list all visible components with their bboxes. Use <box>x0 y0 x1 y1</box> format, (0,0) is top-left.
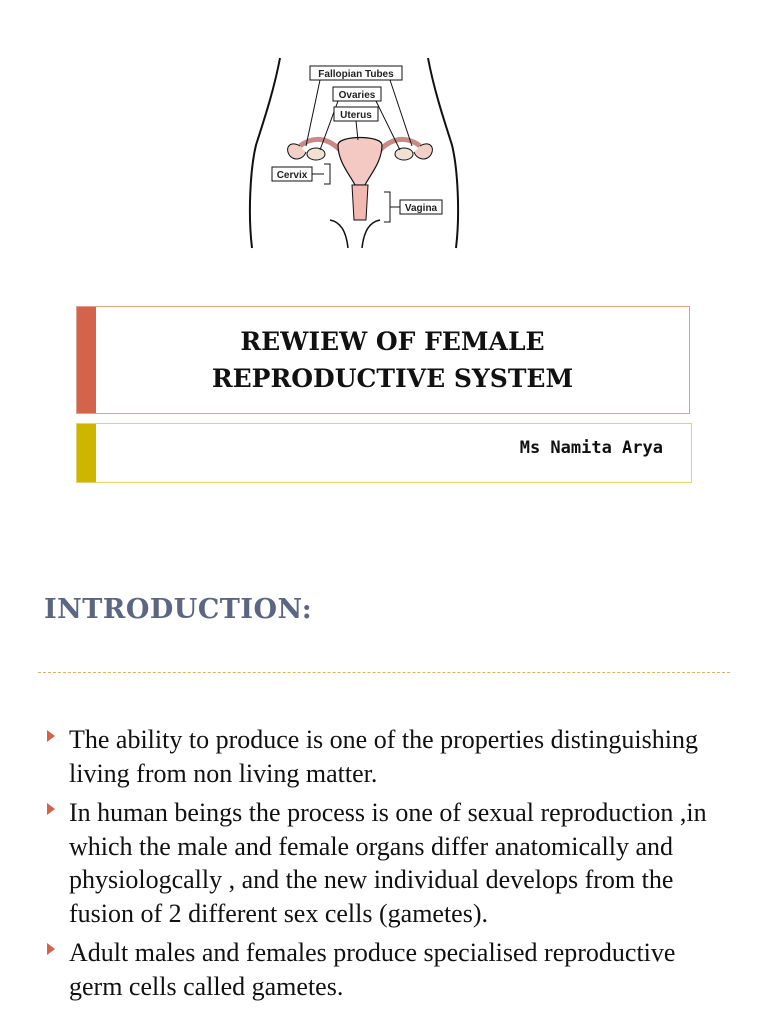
bullet-item <box>44 936 734 1003</box>
title-box <box>76 306 690 414</box>
author-name: Ms Namita Arya <box>519 438 663 458</box>
section-divider <box>38 672 730 673</box>
author-accent-bar <box>77 424 96 482</box>
bullet-text: The ability to produce is one of the properties distinguishing living from non living matter. <box>69 725 698 788</box>
svg-text:Cervix: Cervix <box>276 170 308 181</box>
ovary-right <box>395 148 413 160</box>
svg-text:Uterus: Uterus <box>340 110 372 121</box>
label-uterus <box>334 107 378 121</box>
triangle-bullet-icon <box>47 943 55 955</box>
triangle-bullet-icon <box>47 730 55 742</box>
label-fallopian-tubes <box>310 66 402 80</box>
bullet-list <box>44 723 734 1009</box>
bullet-item <box>44 723 734 790</box>
svg-text:Fallopian Tubes: Fallopian Tubes <box>318 69 394 80</box>
anatomy-illustration <box>240 50 480 255</box>
uterus-shape <box>338 138 382 186</box>
svg-text:Vagina: Vagina <box>404 203 438 214</box>
svg-text:Ovaries: Ovaries <box>338 90 376 101</box>
slide-title: REWIEW OF FEMALE REPRODUCTIVE SYSTEM <box>211 327 574 393</box>
ovary-left <box>307 148 325 160</box>
body-outline-left <box>250 58 280 248</box>
author-box <box>76 423 692 483</box>
body-outline-right <box>428 58 458 248</box>
vagina-shape <box>352 185 368 220</box>
reproductive-system-diagram <box>240 50 480 255</box>
bullet-text: In human beings the process is one of sexual reproduction ,in which the male and female organs differ anatomically and physiologcally , and the new individual develops from the fusion of 2 different sex cells (gametes). <box>69 798 707 928</box>
title-accent-bar <box>77 307 96 413</box>
triangle-bullet-icon <box>47 803 55 815</box>
bullet-text: Adult males and females produce specialised reproductive germ cells called gametes. <box>69 938 676 1001</box>
section-heading: INTRODUCTION: <box>44 594 313 625</box>
label-vagina <box>400 200 442 214</box>
label-ovaries <box>333 87 381 101</box>
bullet-item <box>44 796 734 930</box>
label-cervix <box>272 167 312 181</box>
